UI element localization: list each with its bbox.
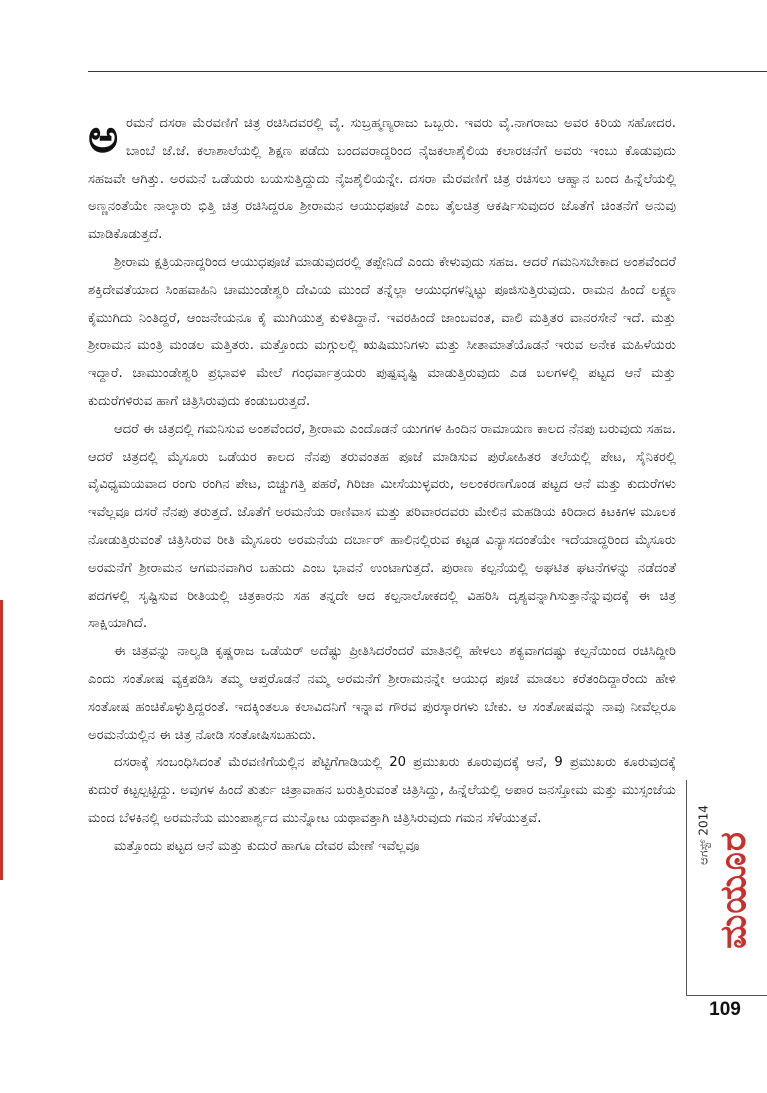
article-body (88, 110, 676, 861)
page-number: 109 (709, 999, 741, 1020)
top-rule (88, 71, 767, 72)
issue-date (694, 790, 714, 880)
issue-date-text: ಆಗಸ್ಟ್ 2014 (696, 805, 711, 865)
paragraph-text: ರಮನೆ ದಸರಾ ಮೆರವಣಿಗೆ ಚಿತ್ರ ರಚಿಸಿದವರಲ್ಲಿ ವೈ. ಸುಬ್ರಹ್ಮಣ್ಯರಾಜು ಒಬ್ಬರು. ಇವರು ವೈ.ನಾಗರಾಜು ಅವರ ಕಿರಿಯ ಸಹೋದರ. ಬಾಂಬೆ ಜೆ.ಜೆ. ಕಲಾಶಾಲೆಯಲ್ಲಿ ಶಿಕ್ಷಣ ಪಡೆದು ಬಂದವರಾದ್ದರಿಂದ ನೈಜಕಲಾಶೈಲಿಯ ಕಲಾರಚನೆಗೆ ಅವರು ಇಂಬು ಕೊಡುವುದು ಸಹಜವೇ ಆಗಿತ್ತು. ಅರಮನೆ ಒಡೆಯರು ಬಯಸುತ್ತಿದ್ದುದು ನೈಜಶೈಲಿಯನ್ನೇ. ದಸರಾ ಮೆರವಣಿಗೆ ಚಿತ್ರ ರಚಿಸಲು ಆಹ್ವಾನ ಬಂದ ಹಿನ್ನೆಲೆಯಲ್ಲಿ ಅಣ್ಣನಂತೆಯೇ ನಾಲ್ಕಾರು ಭಿತ್ತಿ ಚಿತ್ರ ರಚಿಸಿದ್ದರೂ ಶ್ರೀರಾಮನ ಆಯುಧಪೂಜೆ ಎಂಬ ತೈಲಚಿತ್ರ ಆಕರ್ಷಿಸುವುದರ ಜೊತೆಗೆ ಚಿಂತನೆಗೆ ಅನುವು ಮಾಡಿಕೊಡುತ್ತದೆ. (88, 116, 676, 243)
footer-rule (686, 995, 767, 996)
article-paragraph-6: ಮತ್ತೊಂದು ಪಟ್ಟದ ಆನೆ ಮತ್ತು ಕುದುರೆ ಹಾಗೂ ದೇವರ ಮೇಣೆ ಇವೆಲ್ಲವೂ (114, 838, 420, 854)
article-paragraph-5: ದಸರಾಕ್ಕೆ ಸಂಬಂಧಿಸಿದಂತೆ ಮೆರವಣಿಗೆಯಲ್ಲಿನ ಪೆಟ್ಟಿಗೆಗಾಡಿಯಲ್ಲಿ 20 ಪ್ರಮುಖರು ಕೂರುವುದಕ್ಕೆ ಆನೆ, 9 ಪ್ರಮುಖರು ಕೂರುವುದಕ್ಕೆ ಕುದುರೆ ಕಟ್ಟಲ್ಪಟ್ಟಿದ್ದು. ಅವುಗಳ ಹಿಂದೆ ತುರ್ತು ಚಿತ್ರಾವಾಹನ ಬರುತ್ತಿರುವಂತೆ ಚಿತ್ರಿಸಿದ್ದು, ಹಿನ್ನೆಲೆಯಲ್ಲಿ ಅಪಾರ ಜನಸ್ತೋಮ ಮತ್ತು ಮುಸ್ಸಂಜೆಯ ಮಂದ ಬೆಳಕಿನಲ್ಲಿ ಅರಮನೆಯ ಮುಂಪಾರ್ಶ್ವದ ಮುನ್ನೋಟ ಯಥಾವತ್ತಾಗಿ ಚಿತ್ರಿಸಿರುವುದು ಗಮನ ಸೆಳೆಯುತ್ತವೆ. (88, 755, 676, 826)
article-paragraph-1 (88, 110, 676, 249)
article-paragraph-3: ಆದರೆ ಈ ಚಿತ್ರದಲ್ಲಿ ಗಮನಿಸುವ ಅಂಶವೆಂದರೆ, ಶ್ರೀರಾಮ ಎಂದೊಡನೆ ಯುಗಗಳ ಹಿಂದಿನ ರಾಮಾಯಣ ಕಾಲದ ನೆನಪು ಬರುವುದು ಸಹಜ. ಆದರೆ ಚಿತ್ರದಲ್ಲಿ ಮೈಸೂರು ಒಡೆಯರ ಕಾಲದ ನೆನಪು ತರುವಂತಹ ಪೂಜೆ ಮಾಡಿಸುವ ಪುರೋಹಿತರ ತಲೆಯಲ್ಲಿ ಪೇಟ, ಸೈನಿಕರಲ್ಲಿ ವೈವಿಧ್ಯಮಯವಾದ ರಂಗು ರಂಗಿನ ಪೇಟ, ಬಿಚ್ಚುಗತ್ತಿ ಪಹರೆ, ಗಿರಿಜಾ ಮೀಸೆಯುಳ್ಳವರು, ಅಲಂಕರಣಗೊಂಡ ಪಟ್ಟದ ಆನೆ ಮತ್ತು ಕುದುರೆಗಳು ಇವೆಲ್ಲವೂ ದಸರೆ ನೆನಪು ತರುತ್ತದೆ. ಜೊತೆಗೆ ಅರಮನೆಯ ರಾಣಿವಾಸ ಮತ್ತು ಪರಿವಾರದವರು ಮೇಲಿನ ಮಹಡಿಯ ಕಿರಿದಾದ ಕಿಟಕಿಗಳ ಮೂಲಕ ನೋಡುತ್ತಿರುವಂತೆ ಚಿತ್ರಿಸಿರುವ ರೀತಿ ಮೈಸೂರು ಅರಮನೆಯ ದರ್ಬಾರ್ ಹಾಲಿನಲ್ಲಿರುವ ಕಟ್ಟಡ ವಿನ್ಯಾಸದಂತೆಯೇ ಇದೆಯಾದ್ದರಿಂದ ಮೈಸೂರು ಅರಮನೆಗೆ ಶ್ರೀರಾಮನ ಆಗಮನವಾಗಿರ ಬಹುದು ಎಂಬ ಭಾವನೆ ಉಂಟಾಗುತ್ತದೆ. ಪುರಾಣ ಕಲ್ಪನೆಯಲ್ಲಿ ಅಘಟಿತ ಘಟನೆಗಳನ್ನು ನಡೆದಂತೆ ಪದಗಳಲ್ಲಿ ಸೃಷ್ಟಿಸುವ ರೀತಿಯಲ್ಲಿ ಚಿತ್ರಕಾರನು ಸಹ ತನ್ನದೇ ಆದ ಕಲ್ಪನಾಲೋಕದಲ್ಲಿ ವಿಹರಿಸಿ ದೃಶ್ಯವನ್ನಾಗಿಸುತ್ತಾನೆನ್ನುವುದಕ್ಕೆ ಈ ಚಿತ್ರ ಸಾಕ್ಷಿಯಾಗಿದೆ. (88, 421, 676, 632)
article-paragraph-2: ಶ್ರೀರಾಮ ಕ್ಷತ್ರಿಯನಾದ್ದರಿಂದ ಆಯುಧಪೂಜೆ ಮಾಡುವುದರಲ್ಲಿ ತಪ್ಪೇನಿದೆ ಎಂದು ಕೇಳುವುದು ಸಹಜ. ಆದರೆ ಗಮನಿಸಬೇಕಾದ ಅಂಶವೆಂದರೆ ಶಕ್ತಿದೇವತೆಯಾದ ಸಿಂಹವಾಹಿನಿ ಚಾಮುಂಡೇಶ್ವರಿ ದೇವಿಯ ಮುಂದೆ ತನ್ನೆಲ್ಲಾ ಆಯುಧಗಳನ್ನಿಟ್ಟು ಪೂಜಿಸುತ್ತಿರುವುದು. ರಾಮನ ಹಿಂದೆ ಲಕ್ಷ್ಮಣ ಕೈಮುಗಿದು ನಿಂತಿದ್ದರೆ, ಆಂಜನೇಯನೂ ಕೈ ಮುಗಿಯುತ್ತ ಕುಳಿತಿದ್ದಾನೆ. ಇವರಹಿಂದೆ ಜಾಂಬವಂತ, ವಾಲಿ ಮತ್ತಿತರ ವಾನರಸೇನೆ ಇದೆ. ಮತ್ತು ಶ್ರೀರಾಮನ ಮಂತ್ರಿ ಮಂಡಲ ಮತ್ತಿತರು. ಮತ್ತೊಂದು ಮಗ್ಗುಲಲ್ಲಿ ಋಷಿಮುನಿಗಳು ಮತ್ತು ಸೀತಾಮಾತೆಯೊಡನೆ ಇರುವ ಅನೇಕ ಮಹಿಳೆಯರು ಇದ್ದಾರೆ. ಚಾಮುಂಡೇಶ್ವರಿ ಪ್ರಭಾವಳಿ ಮೇಲೆ ಗಂಧರ್ವಾತ್ರಯರು ಪುಷ್ಪವೃಷ್ಟಿ ಮಾಡುತ್ತಿರುವುದು ಎಡ ಬಲಗಳಲ್ಲಿ ಪಟ್ಟದ ಆನೆ ಮತ್ತು ಕುದುರೆಗಳಿರುವ ಹಾಗೆ ಚಿತ್ರಿಸಿರುವುದು ಕಂಡುಬರುತ್ತದೆ. (88, 254, 676, 409)
magazine-logo (714, 790, 754, 990)
drop-cap: ಅ (88, 109, 119, 163)
magazine-logo-text: ಮಯೂರ (713, 831, 754, 949)
article-paragraph-4: ಈ ಚಿತ್ರವನ್ನು ನಾಲ್ವಡಿ ಕೃಷ್ಣರಾಜ ಒಡೆಯರ್ ಅದೆಷ್ಟು ಪ್ರೀತಿಸಿದರೆಂದರೆ ಮಾತಿನಲ್ಲಿ ಹೇಳಲು ಶಕ್ಯವಾಗದಷ್ಟು ಕಲ್ಪನೆಯಿಂದ ರಚಿಸಿದ್ದೀರಿ ಎಂದು ಸಂತೋಷ ವ್ಯಕ್ತಪಡಿಸಿ ತಮ್ಮ ಆಪ್ತರೊಡನೆ ನಮ್ಮ ಅರಮನೆಗೆ ಶ್ರೀರಾಮನನ್ನೇ ಆಯುಧ ಪೂಜೆ ಮಾಡಲು ಕರೆತಂದಿದ್ದಾರೆಂದು ಹೇಳಿ ಸಂತೋಷ ಹಂಚಿಕೊಳ್ಳುತ್ತಿದ್ದರಂತೆ. ಇದಕ್ಕಿಂತಲೂ ಕಲಾವಿದನಿಗೆ ಇನ್ನಾವ ಗೌರವ ಪುರಸ್ಕಾರಗಳು ಬೇಕು. ಆ ಸಂತೋಷವನ್ನು ನಾವು ನೀವೆಲ್ಲರೂ ಅರಮನೆಯಲ್ಲಿನ ಈ ಚಿತ್ರ ನೋಡಿ ಸಂತೋಷಿಸಬಹುದು. (88, 644, 676, 743)
side-rule (686, 780, 687, 995)
page-edge-mark (0, 600, 3, 880)
masthead (694, 790, 754, 990)
